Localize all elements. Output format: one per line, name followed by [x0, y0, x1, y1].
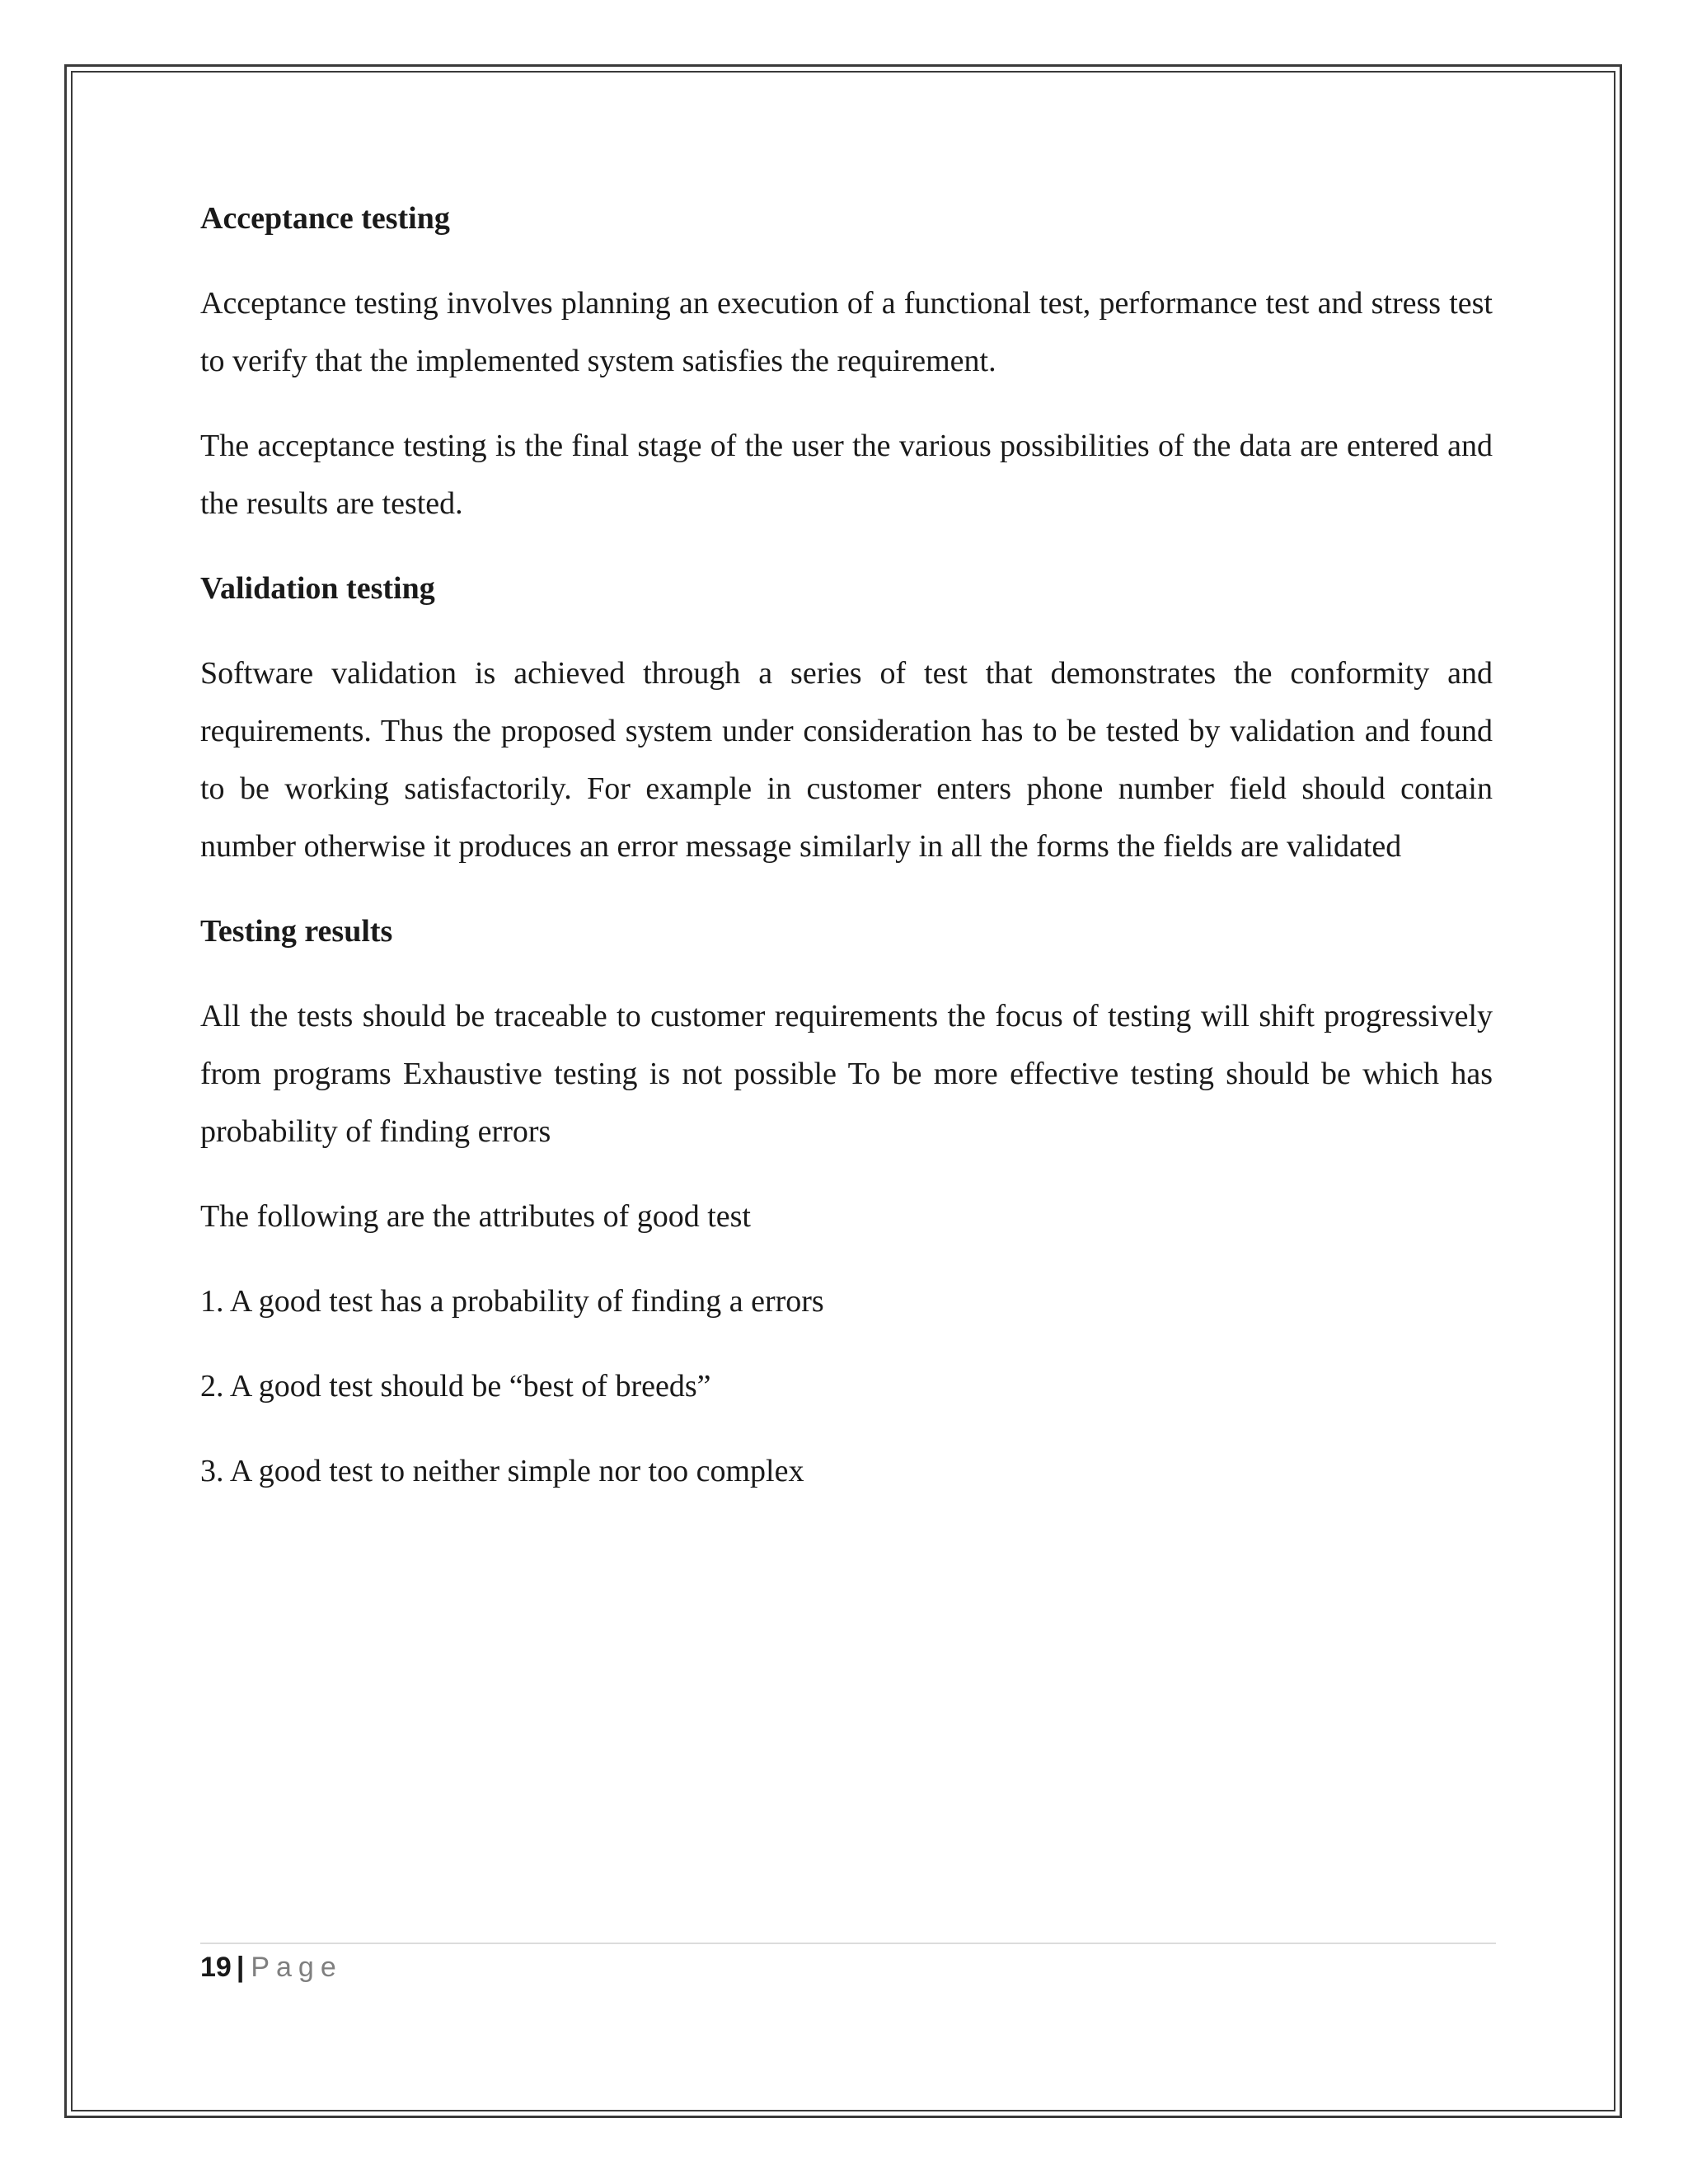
document-body	[200, 190, 1493, 1527]
paragraph-acceptance-1: Acceptance testing involves planning an execution of a functional test, performance test and stress test to verify that the implemented system satisfies the requirement.	[200, 286, 1493, 378]
paragraph-testing-results-1: All the tests should be traceable to customer requirements the focus of testing will shift progressively from programs Exhaustive testing is not possible To be more effective testing should be which has probability of finding errors	[200, 999, 1493, 1149]
page-label: Page	[251, 1952, 343, 1983]
section-heading-validation-testing: Validation testing	[200, 571, 435, 606]
list-item: 3. A good test to neither simple nor too complex	[200, 1454, 804, 1488]
list-item: 2. A good test should be “best of breeds”	[200, 1369, 711, 1404]
section-heading-acceptance-testing: Acceptance testing	[200, 201, 450, 236]
page-number: 19	[200, 1952, 232, 1983]
paragraph-validation-1: Software validation is achieved through a series of test that demonstrates the conformity and requirements. Thus the proposed system under consideration has to be tested by validation and found to be working satisfactorily. For example in customer enters phone number field should contain number otherwise it produces an error message similarly in all the forms the fields are validated	[200, 656, 1493, 864]
section-heading-testing-results: Testing results	[200, 914, 393, 949]
page-footer	[200, 1947, 343, 1988]
paragraph-acceptance-2: The acceptance testing is the final stage of the user the various possibilities of the data are entered and the results are tested.	[200, 429, 1493, 521]
footer-divider	[200, 1943, 1496, 1944]
paragraph-testing-results-2: The following are the attributes of good test	[200, 1199, 751, 1234]
list-item: 1. A good test has a probability of finding a errors	[200, 1284, 824, 1319]
footer-separator: |	[236, 1952, 245, 1983]
